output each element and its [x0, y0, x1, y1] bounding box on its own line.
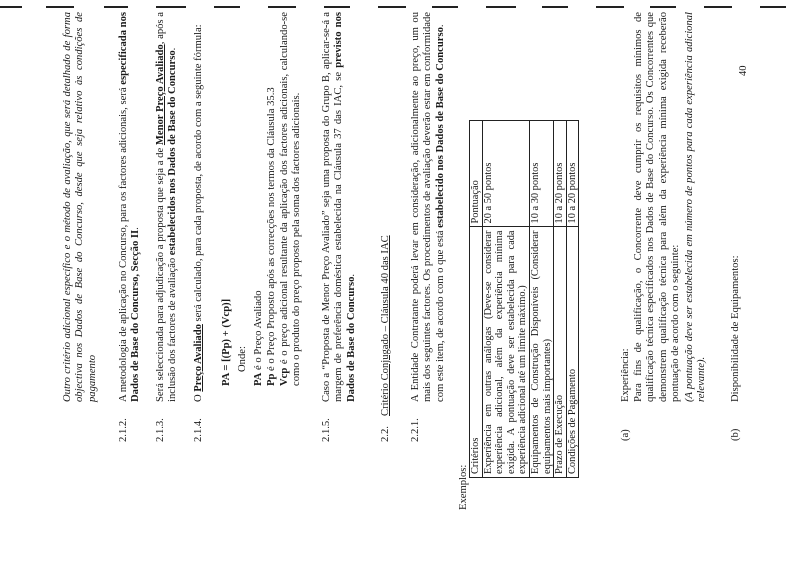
vcp-symbol: Vcp: [279, 367, 290, 386]
item-b-title: Disponibilidade de Equipamentos:: [730, 255, 741, 402]
section-2-1-2-text-a: A metodologia de aplicação no Concurso, para os factores adicionais, será: [118, 84, 129, 402]
pp-definition: [266, 12, 278, 386]
pa-definition: [253, 12, 265, 386]
table-row: [554, 121, 567, 478]
section-2-2-1-number: 2.2.1.: [410, 418, 421, 442]
section-2-2-heading: [380, 235, 392, 416]
section-2-1-5-text-c: .: [345, 273, 357, 277]
table-cell-score: 20 a 50 pontos: [482, 121, 529, 228]
section-2-1-4-number: 2.1.4.: [193, 418, 204, 442]
table-row: [529, 121, 553, 478]
table-cell-criterion: Prazo de Execução: [554, 227, 567, 478]
table-header-row: [470, 121, 483, 478]
table-cell-score: 10 a 20 pontos: [554, 121, 567, 228]
section-2-2-1-text-a: A Entidade Contratante poderá levar em consideração, adicionalmente ao preço, um ou mais dos seguintes factores. Os procedimentos de avaliação deverão estar em conformidade com este item, de acordo com o que está: [410, 12, 446, 402]
section-2-1-3-underlined: Menor Preço Avaliado: [155, 44, 166, 146]
section-2-1-5-text: [321, 12, 358, 402]
item-a-title: Experiência:: [620, 348, 631, 402]
section-2-1-3-text-e: .: [167, 47, 179, 51]
vcp-definition: [279, 12, 304, 386]
pa-def-text: é o Preço Avaliado: [253, 290, 264, 373]
section-2-1-5-bold: previsto nos Dados de Base do Concurso: [333, 12, 357, 402]
section-2-1-3-number: 2.1.3.: [155, 418, 166, 442]
section-2-2-heading-text: Critério Conjugado – Cláusula 40 das IAC: [380, 235, 391, 416]
table-cell-criterion: Condições de Pagamento: [566, 227, 579, 478]
section-2-2-1-text: [410, 12, 447, 402]
section-2-1-2-text-c: .: [130, 227, 142, 230]
table-row: [566, 121, 579, 478]
table-header-score: Pontuação: [470, 121, 483, 228]
item-a-text: Para fins de qualificação, o Concorrente deve cumprir os requisitos mínimos de qualificação técnica especificados nos Dados de Base do Concurso. Os Concorrentes que demonstrem qualificação técnica para além da experiência mínima exigida receberão pontuação de acordo com o seguinte:: [633, 12, 682, 402]
section-2-1-4-text-c: será calculado, para cada proposta, de acordo com a seguinte fórmula:: [193, 24, 204, 325]
item-a-note: (A pontuação deve ser estabelecida em número de pontos para cada experiência adicional relevante).: [684, 12, 708, 402]
section-2-1-2-bold: especificada nos Dados de Base do Concurso, Secção II: [118, 12, 142, 402]
table-cell-score: 10 a 30 pontos: [529, 121, 553, 228]
section-2-1-5-text-a: Caso a “Proposta de Menor Preço Avaliado” seja uma proposta do Grupo B, aplicar-se-á a margem de preferência doméstica estabelecida na Cláusula 37 das IAC, se: [321, 12, 345, 402]
section-2-2-number: 2.2.: [380, 426, 391, 442]
vcp-def-text: é o preço adicional resultante da aplicação dos factores adicionais, calculando-se como o produto do preço proposto pela soma dos factores adicionais.: [279, 12, 303, 386]
item-a-label: (a): [620, 429, 631, 441]
criteria-table: [469, 120, 579, 478]
pp-symbol: Pp: [266, 373, 277, 386]
section-2-1-4-text: [193, 12, 205, 402]
table-cell-criterion: Experiência em outras análogas (Deve-se considerar experiência adicional, além da experiência mínima exigida. A pontuação deve ser estabelecida para cada experiência adicional até um limite máximo.): [482, 227, 529, 478]
section-2-1-3-text: [155, 12, 180, 402]
section-2-1-2-text: [118, 12, 143, 402]
section-2-1-4-underlined: Preço Avaliado: [193, 324, 204, 392]
formula: [221, 299, 233, 386]
section-2-1-5-number: 2.1.5.: [321, 418, 332, 442]
section-2-2-1-bold: estabelecido nos Dados de Base do Concurso: [434, 27, 446, 228]
section-2-1-3-bold: estabelecidos nos Dados de Base do Concurso: [167, 50, 179, 256]
intro-italic-paragraph: Outro critério adicional específico e o método de avaliação, que será detalhado de forma objectiva nos Dados de Base do Concurso, desde que seja relativo às condições de pagamento: [62, 12, 98, 402]
section-2-2-1-text-c: .: [434, 24, 446, 28]
table-cell-score: 10 a 20 pontos: [566, 121, 579, 228]
section-2-1-2-number: 2.1.2.: [118, 418, 129, 442]
section-2-1-4-text-a: O: [193, 391, 204, 402]
pa-symbol: PA: [253, 372, 264, 386]
onde-label: Onde:: [237, 346, 248, 372]
section-2-1-3-text-c: , após a inclusão dos factores de avaliação: [155, 12, 179, 402]
table-header-criteria: Critérios: [470, 227, 483, 478]
page-number: 40: [738, 65, 749, 76]
formula-text: PA = [(Pp) + (Vcp)]: [221, 298, 232, 386]
exemplos-label: Exemplos:: [458, 464, 469, 510]
item-b-label: (b): [730, 428, 741, 441]
table-cell-criterion: Equipamentos de Construção Disponíveis (Considerar equipamentos mais importantes): [529, 227, 553, 478]
pp-def-text: é o Preço Proposto após as correcções nos termos da Cláusula 35.3: [266, 87, 277, 374]
section-2-1-3-text-a: Será seleccionada para adjudicação a proposta que seja a de: [155, 145, 166, 402]
table-row: [482, 121, 529, 478]
